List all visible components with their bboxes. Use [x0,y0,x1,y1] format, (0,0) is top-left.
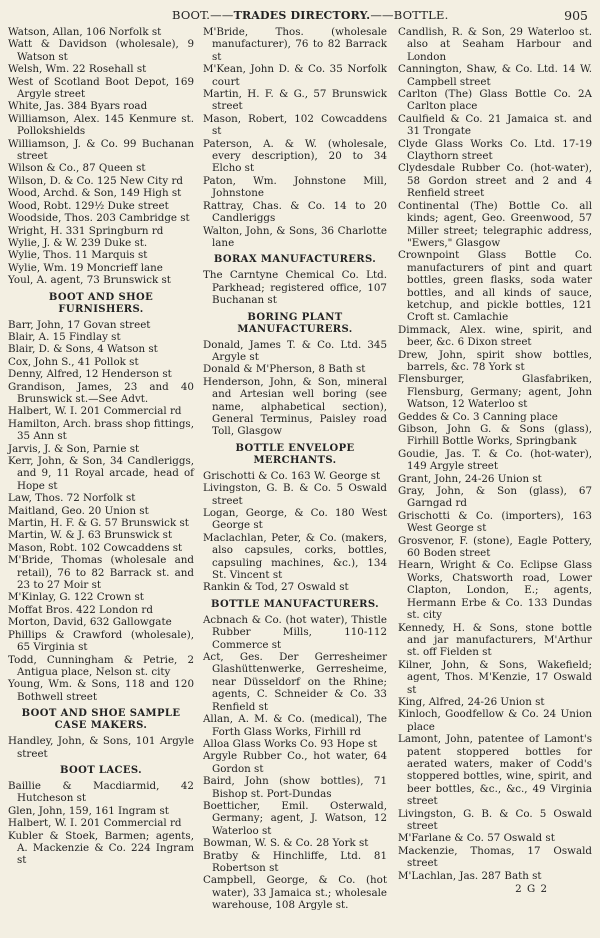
directory-entry: Wilson, D. & Co. 125 New City rd [8,174,183,187]
directory-entry: Cannington, Shaw, & Co. Ltd. 14 W. Campbell street [398,63,592,88]
directory-entry: Phillips & Crawford (wholesale), 65 Virginia st [8,628,194,654]
directory-entry: Kennedy, H. & Sons, stone bottle and jar manufacturers, M'Arthur st. off Fielden st [398,621,592,659]
directory-entry: Carlton (The) Glass Bottle Co. 2A Carlton place [398,88,592,113]
section-heading: BORAX MANUFACTURERS. [213,254,377,266]
directory-entry: Allan, A. M. & Co. (medical), The Forth Glass Works, Firhill rd [203,713,387,738]
directory-entry: Kinloch, Goodfellow & Co. 24 Union place [398,708,592,733]
directory-entry: Wood, Archd. & Son, 149 High st [8,187,182,200]
section-heading: BOTTLE MANUFACTURERS. [210,598,380,610]
directory-entry: Jarvis, J. & Son, Parnie st [8,442,140,455]
column-2 [203,26,387,912]
directory-entry: Welsh, Wm. 22 Rosehall st [8,63,147,76]
directory-entry: Lamont, John, patentee of Lamont's patent stoppered bottles for aerated waters, maker of Codd's stoppered bottles, wine, spirit, and beer bottles, &c., &c., 49 Virginia street [398,733,592,808]
directory-entry: Williamson, Alex. 145 Kenmure st. Pollokshields [8,112,194,138]
directory-entry: Paterson, A. & W. (wholesale, every description), 20 to 34 Elcho st [203,137,387,175]
signature-mark: 2 G 2 [515,883,548,896]
directory-entry: Campbell, George, & Co. (hot water), 33 Jamaica st.; wholesale warehouse, 108 Argyle st. [203,874,387,912]
header-right: BOTTLE. [393,8,449,22]
header-middle: TRADES DIRECTORY. [233,9,371,22]
directory-entry: Barr, John, 17 Govan street [8,318,151,331]
directory-entry: Martin, H. F. & G., 57 Brunswick street [203,88,387,113]
directory-entry: Gibson, John G. & Sons (glass), Firhill Bottle Works, Springbank [398,423,592,448]
directory-entry: Moffat Bros. 422 London rd [8,603,153,616]
directory-entry: Act, Ges. Der Gerresheimer Glashüttenwerke, Gerresheime, near Düsseldorf on the Rhine; agents, C. Schneider & Co. 33 Renfield st [203,651,387,713]
directory-entry: Handley, John, & Sons, 101 Argyle street [8,735,194,760]
directory-entry: Alloa Glass Works Co. 93 Hope st [203,737,378,750]
column-3 [398,26,592,895]
directory-entry: Young, Wm. & Sons, 118 and 120 Bothwell street [8,678,194,703]
directory-entry: Halbert, W. I. 201 Commercial rd [8,817,182,830]
directory-entry: Mason, Robt. 102 Cowcaddens st [8,541,183,554]
section-heading: BORING PLANT MANUFACTURERS. [237,311,353,335]
directory-entry: Hearn, Wright & Co. Eclipse Glass Works, Chatsworth road, Lower Clapton, London, E.; agents, Hermann Erbe & Co. 133 Dundas st. city [398,559,592,622]
directory-entry: Clydesdale Rubber Co. (hot-water), 58 Gordon street and 2 and 4 Renfield street [398,162,592,200]
directory-entry: Blair, D. & Sons, 4 Watson st [8,343,158,356]
directory-entry: Drew, John, spirit show bottles, barrels, &c. 78 York st [398,348,592,373]
directory-entry: Bratby & Hinchliffe, Ltd. 81 Robertson st [203,849,387,874]
directory-entry: Goudie, Jas. T. & Co. (hot-water), 149 Argyle street [398,447,592,473]
directory-entry: Cox, John S., 41 Pollok st [8,355,139,368]
running-header [0,8,600,26]
directory-entry: Crownpoint Glass Bottle Co. manufacturers of pint and quart bottles, green flasks, soda water bottles, and all kinds of sauce, ketchup, and pickle bottles, 121 Croft st. Camlachie [398,249,592,324]
directory-entry: Denny, Alfred, 12 Henderson st [8,368,172,381]
directory-entry: Blair, A. 15 Findlay st [8,330,121,343]
directory-entry: Maitland, Geo. 20 Union st [8,504,149,517]
directory-entry: Law, Thos. 72 Norfolk st [8,492,136,505]
directory-entry: M'Lachlan, Jas. 287 Bath st [398,869,542,882]
directory-entry: Continental (The) Bottle Co. all kinds; agent, Geo. Greenwood, 57 Miller street; telegraphic address, "Ewers," Glasgow [398,199,592,249]
directory-entry: Walton, John, & Sons, 36 Charlotte lane [203,224,387,249]
page-number: 905 [564,8,588,23]
directory-entry: Watt & Davidson (wholesale), 9 Watson st [8,38,194,63]
directory-entry: The Carntyne Chemical Co. Ltd. Parkhead; registered office, 107 Buchanan st [203,269,387,307]
directory-entry: West of Scotland Boot Depot, 169 Argyle street [8,75,194,101]
directory-entry: Livingston, G. B. & Co. 5 Oswald street [398,807,592,832]
directory-entry: Kubler & Stoek, Barmen; agents, A. Mackenzie & Co. 224 Ingram st [8,829,194,867]
directory-entry: Rattray, Chas. & Co. 14 to 20 Candleriggs [203,199,387,225]
directory-entry: Wright, H. 331 Springburn rd [8,224,164,237]
directory-entry: Argyle Rubber Co., hot water, 64 Gordon st [203,750,387,775]
directory-entry: Mason, Robert, 102 Cowcaddens st [203,112,387,138]
directory-entry: Wilson & Co., 87 Queen st [8,162,146,175]
directory-entry: Donald, James T. & Co. Ltd. 345 Argyle st [203,338,387,363]
directory-entry: White, Jas. 384 Byars road [8,100,148,113]
directory-entry: Woodside, Thos. 203 Cambridge st [8,212,190,225]
directory-entry: Kerr, John, & Son, 34 Candleriggs, and 9, 11 Royal arcade, head of Hope st [8,455,194,492]
directory-entry: Livingston, G. B. & Co. 5 Oswald street [203,482,387,507]
directory-entry: Wylie, J. & W. 239 Duke st. [8,236,148,249]
directory-entry: King, Alfred, 24-26 Union st [398,695,545,708]
section-heading: BOOT LACES. [59,764,143,776]
directory-entry: Halbert, W. I. 201 Commercial rd [8,405,182,418]
directory-entry: Rankin & Tod, 27 Oswald st [203,581,349,594]
directory-entry: M'Farlane & Co. 57 Oswald st [398,832,555,845]
directory-entry: Flensburger, Glasfabriken, Flensburg, Germany; agent, John Watson, 12 Waterloo st [398,373,592,411]
directory-entry: Grosvenor, F. (stone), Eagle Pottery, 60 Boden street [398,534,592,560]
directory-entry: M'Kean, John D. & Co. 35 Norfolk court [203,63,387,88]
directory-entry: Bowman, W. S. & Co. 28 York st [203,837,369,850]
directory-entry: Morton, David, 632 Gallowgate [8,616,172,629]
directory-entry: Wood, Robt. 129½ Duke street [8,199,169,212]
directory-entry: Martin, H. F. & G. 57 Brunswick st [8,517,189,530]
directory-entry: Wylie, Wm. 19 Moncrieff lane [8,261,163,274]
directory-entry: Baillie & Macdiarmid, 42 Hutcheson st [8,779,194,805]
directory-entry: Mackenzie, Thomas, 17 Oswald street [398,844,592,870]
directory-entry: Kilner, John, & Sons, Wakefield; agent, Thos. M'Kenzie, 17 Oswald st [398,658,592,696]
directory-entry: Paton, Wm. Johnstone Mill, Johnstone [203,174,387,200]
directory-entry: Acbnach & Co. (hot water), Thistle Rubber Mills, 110-112 Commerce st [203,613,387,651]
header-left: BOOT. [172,8,211,22]
directory-entry: Grischotti & Co. 163 W. George st [203,469,381,482]
directory-entry: Wylie, Thos. 11 Marquis st [8,249,148,262]
directory-entry: Williamson, J. & Co. 99 Buchanan street [8,137,194,163]
directory-entry: Grant, John, 24-26 Union st [398,472,542,485]
directory-entry: Caulfield & Co. 21 Jamaica st. and 31 Trongate [398,112,592,138]
directory-entry: Dimmack, Alex. wine, spirit, and beer, &c. 6 Dixon street [398,323,592,349]
column-1 [8,26,194,867]
directory-entry: Grischotti & Co. (importers), 163 West George st [398,509,592,535]
directory-entry: M'Bride, Thomas (wholesale and retail), 76 to 82 Barrack st. and 23 to 27 Moir st [8,554,194,592]
section-heading: BOTTLE ENVELOPE MERCHANTS. [235,442,355,466]
directory-entry: Watson, Allan, 106 Norfolk st [8,26,162,38]
directory-entry: Martin, W. & J. 63 Brunswick st [8,529,173,542]
directory-entry: Glen, John, 159, 161 Ingram st [8,804,169,817]
directory-entry: Clyde Glass Works Co. Ltd. 17-19 Claythorn street [398,137,592,163]
directory-entry: Gray, John, & Son (glass), 67 Garngad rd [398,485,592,510]
directory-entry: Donald & M'Pherson, 8 Bath st [203,363,366,376]
directory-entry: Todd, Cunningham & Petrie, 2 Antigua place, Nelson st. city [8,653,194,678]
section-heading: BOOT AND SHOE SAMPLE CASE MAKERS. [21,708,181,732]
directory-entry: Baird, John (show bottles), 71 Bishop st. Port-Dundas [203,775,387,800]
directory-entry: Hamilton, Arch. brass shop fittings, 35 Ann st [8,417,194,443]
directory-entry: Logan, George, & Co. 180 West George st [203,507,387,532]
directory-entry: Maclachlan, Peter, & Co. (makers, also capsules, corks, bottles, capsuling machines, &c.), 134 St. Vincent st [203,531,387,582]
directory-entry: M'Kinlay, G. 122 Crown st [8,591,144,604]
directory-entry: Youl, A. agent, 73 Brunswick st [8,274,171,287]
directory-entry: M'Bride, Thos. (wholesale manufacturer), 76 to 82 Barrack st [203,26,387,63]
header-title: BOOT.——TRADES DIRECTORY.——BOTTLE. [172,8,449,22]
directory-entry: Candlish, R. & Son, 29 Waterloo st. also at Seaham Harbour and London [398,26,592,63]
directory-entry: Boetticher, Emil. Osterwald, Germany; agent, J. Watson, 12 Waterloo st [203,799,387,837]
directory-entry: Grandison, James, 23 and 40 Brunswick st.—See Advt. [8,380,194,405]
directory-entry: Geddes & Co. 3 Canning place [398,410,558,423]
section-heading: BOOT AND SHOE FURNISHERS. [48,291,154,315]
directory-entry: Henderson, John, & Son, mineral and Artesian well boring (see name, alphabetical section), General Terminus, Paisley road Toll, Glasgow [203,375,387,438]
